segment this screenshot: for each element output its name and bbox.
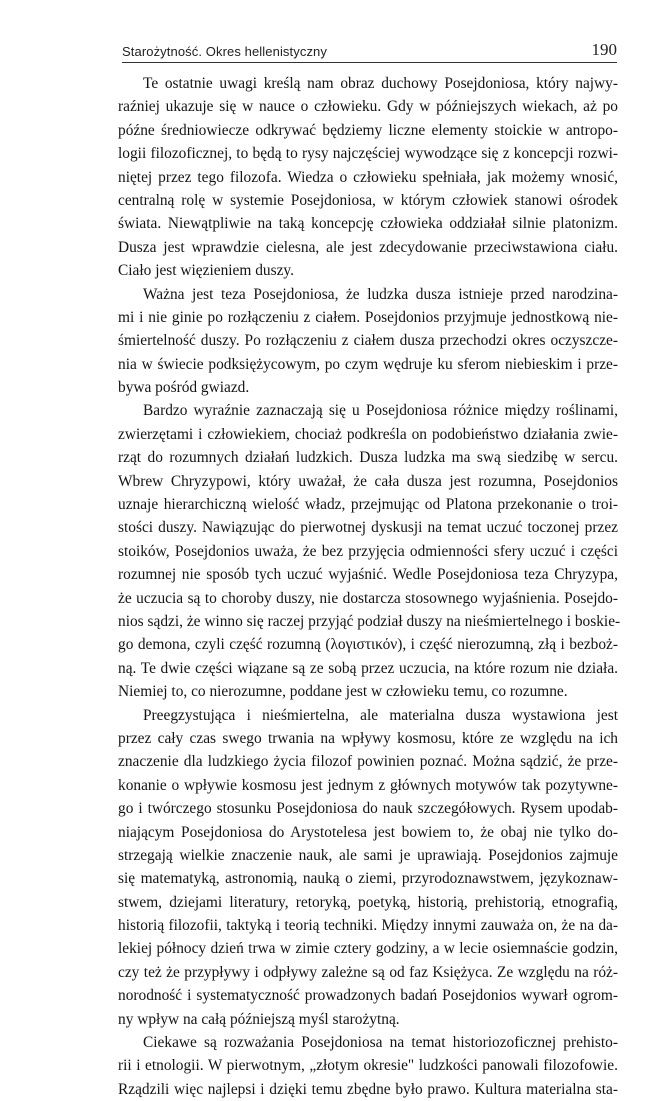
text-line: Rządzili więc najlepsi i dzięki temu zbędne było prawo. Kultura materialna sta- xyxy=(118,1080,618,1098)
text-line: śmiertelność duszy. Po rozłączeniu z ciałem dusza przechodzi okres oczyszcze- xyxy=(118,332,618,350)
text-line: świata. Niewątpliwie na taką koncepcję człowieka oddziałał silnie platonizm. xyxy=(118,215,618,233)
running-title: Starożytność. Okres hellenistyczny xyxy=(122,44,327,59)
text-line: raźniej ukazuje się w nauce o człowieku. Gdy w późniejszych wiekach, aż po xyxy=(118,98,618,116)
text-line: bywa pośród gwiazd. xyxy=(118,379,250,397)
text-line: Ważna jest teza Posejdoniosa, że ludzka dusza istnieje przed narodzina- xyxy=(143,285,618,303)
text-line: Dusza jest wprawdzie cielesna, ale jest zdecydowanie przeciwstawiona ciału. xyxy=(118,238,618,256)
text-line: rząt do rozumnych działań ludzkich. Dusza ludzka ma swą siedzibę w sercu. xyxy=(118,449,618,467)
text-line: rii i etnologii. W pierwotnym, „złotym okresie" ludzkości panowali filozofowie. xyxy=(118,1057,618,1075)
text-line: znaczenie dla ludzkiego życia filozof powinien poznać. Można sądzić, że prze- xyxy=(118,753,618,771)
text-line: stwem, dziejami literatury, retoryką, poetyką, historią, prehistorią, etnografią, xyxy=(118,893,618,911)
paragraph xyxy=(118,704,618,1031)
text-line: lekiej północy dzień trwa w zimie cztery godziny, a w lecie osiemnaście godzin, xyxy=(118,940,618,958)
text-line: Bardzo wyraźnie zaznaczają się u Posejdoniosa różnice między roślinami, xyxy=(143,402,618,420)
text-line: ną. Te dwie części wiązane są ze sobą przez uczucia, na które rozum nie działa. xyxy=(118,659,618,677)
text-line: historią filozofii, taktyką i teorią techniki. Między innymi zauważa on, że na da- xyxy=(118,917,618,935)
page-number: 190 xyxy=(591,40,617,59)
text-line: uznaje hierarchiczną wielość władz, przejmując od Platona przekonanie o troi- xyxy=(118,496,618,514)
text-line: nia w świecie podksiężycowym, po czym wędruje ku sferom niebieskim i prze- xyxy=(118,355,618,373)
text-line: go i twórczego stosunku Posejdoniosa do nauk szczegółowych. Rysem upodab- xyxy=(118,800,618,818)
body-text xyxy=(118,72,621,1101)
paragraph xyxy=(118,399,621,703)
text-line: mi i nie ginie po rozłączeniu z ciałem. Posejdonios przyjmuje jednostkową nie- xyxy=(118,308,618,326)
text-line: Ciekawe są rozważania Posejdoniosa na temat historiozoficznej prehisto- xyxy=(143,1034,618,1052)
text-line: zwierzętami i człowiekiem, chociaż podkreśla on podobieństwo działania zwie- xyxy=(118,425,618,443)
text-line: Niemiej to, co nierozumne, poddane jest w człowieku temu, co rozumne. xyxy=(118,683,568,701)
text-line: rozumnej nie sposób tych uczuć wyjaśnić. Wedle Posejdoniosa teza Chryzypa, xyxy=(118,566,618,584)
paragraph xyxy=(118,283,618,400)
text-line: logii filozoficznej, to będą to rysy najczęściej wywodzące się z koncepcji rozwi- xyxy=(118,145,618,163)
text-line: ny wpływ na całą późniejszą myśl starożytną. xyxy=(118,1010,400,1028)
running-header xyxy=(122,40,617,63)
text-line: stoików, Posejdonios uważa, że bez przyjęcia odmienności sfery uczuć i części xyxy=(118,542,618,560)
text-line: niającym Posejdoniosa do Arystotelesa jest bowiem to, że obaj nie tylko do- xyxy=(118,823,618,841)
text-line: Te ostatnie uwagi kreślą nam obraz duchowy Posejdoniosa, który najwy- xyxy=(143,75,618,92)
text-line: Preegzystująca i nieśmiertelna, ale materialna dusza wystawiona jest xyxy=(143,706,618,724)
text-line: że uczucia są to choroby duszy, nie dostarcza stosownego wyjaśnienia. Posejdo- xyxy=(118,589,618,607)
text-line: norodność i systematyczność prowadzonych badań Posejdonios wywarł ogrom- xyxy=(118,987,618,1005)
text-line: nios sądzi, że winno się raczej przyjąć podział duszy na nieśmiertelnego i boskie- xyxy=(118,612,621,630)
text-line: się matematyką, astronomią, nauką o ziemi, przyrodoznawstwem, językoznaw- xyxy=(118,870,618,888)
text-line: przez cały czas swego trwania na wpływy kosmosu, które ze względu na ich xyxy=(118,729,618,747)
paragraph xyxy=(118,1031,618,1101)
text-line: centralną rolę w systemie Posejdoniosa, w którym człowiek stanowi ośrodek xyxy=(118,191,618,209)
text-line: go demona, czyli część rozumną (λογιστικόν), i część nierozumną, złą i bezboż- xyxy=(118,636,618,654)
text-line: późne średniowiecze odkrywać będziemy liczne elementy stoickie w antropo- xyxy=(118,121,618,139)
text-line: Ciało jest więzieniem duszy. xyxy=(118,262,294,280)
text-line: stości duszy. Nawiązując do pierwotnej dyskusji na temat uczuć toczonej przez xyxy=(118,519,618,537)
text-line: konanie o wpływie kosmosu jest jednym z głównych motywów tak pozytywne- xyxy=(118,776,618,794)
text-line: strzegają wielkie znaczenie nauk, ale sami je uprawiają. Posejdonios zajmuje xyxy=(118,846,618,864)
text-line: czy też że przypływy i odpływy zależne są od faz Księżyca. Ze względu na róż- xyxy=(118,963,618,981)
text-line: Wbrew Chryzypowi, który uważał, że cała dusza jest rozumna, Posejdonios xyxy=(118,472,618,490)
text-line: niętej przez tego filozofa. Wiedza o człowieku spełniała, jak możemy wnosić, xyxy=(118,168,618,186)
paragraph xyxy=(118,72,618,283)
